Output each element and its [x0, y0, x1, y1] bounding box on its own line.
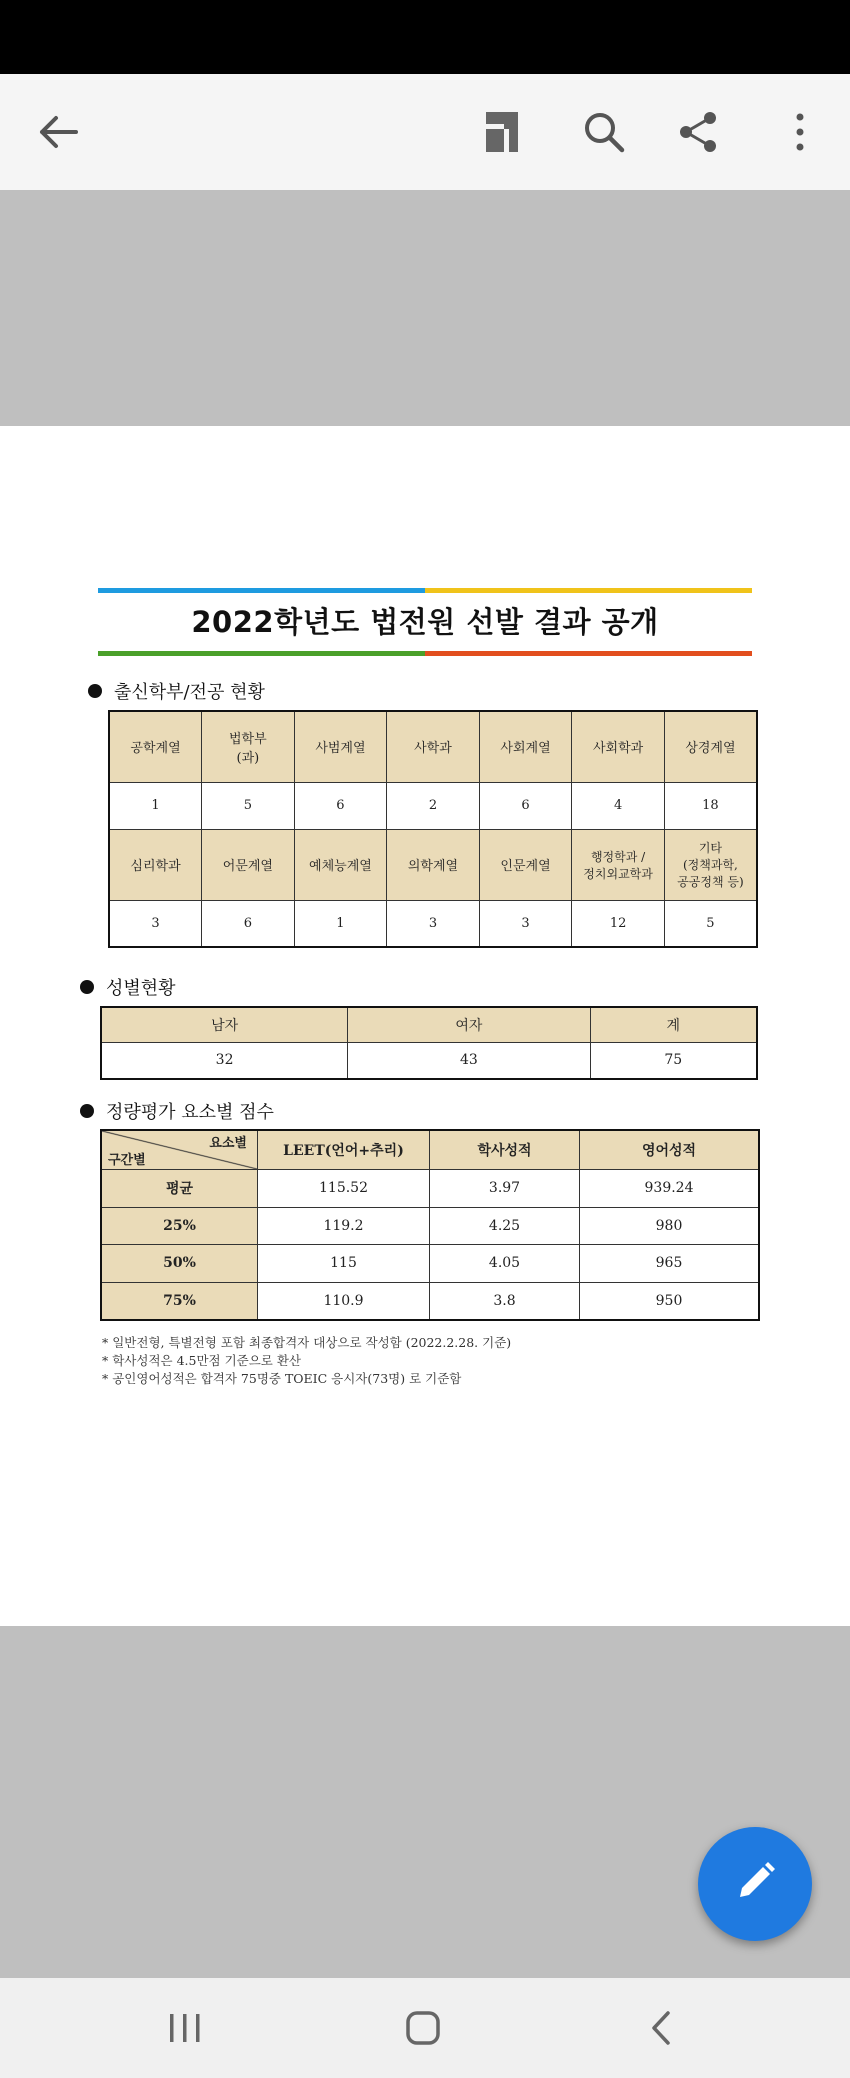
score-value: 950	[580, 1282, 760, 1320]
major-header-row-2	[109, 829, 757, 900]
search-icon[interactable]	[564, 92, 644, 172]
gender-header: 계	[590, 1007, 757, 1042]
major-header: 사범계열	[294, 711, 387, 782]
gender-header: 여자	[348, 1007, 590, 1042]
major-header: 인문계열	[479, 829, 572, 900]
major-header: 공학계열	[109, 711, 202, 782]
major-header: 의학계열	[387, 829, 480, 900]
bullet-icon	[80, 1104, 94, 1118]
back-icon[interactable]	[626, 2002, 696, 2054]
edit-pencil-icon	[732, 1859, 778, 1909]
score-value: 980	[580, 1207, 760, 1245]
section1-heading	[88, 678, 265, 704]
major-value: 18	[664, 782, 757, 829]
major-header: 법학부 (과)	[202, 711, 295, 782]
share-icon[interactable]	[658, 92, 738, 172]
major-header: 예체능계열	[294, 829, 387, 900]
major-header: 행정학과 / 정치외교학과	[572, 829, 665, 900]
score-corner-cell	[101, 1130, 258, 1170]
score-row	[101, 1207, 759, 1245]
score-row	[101, 1170, 759, 1208]
major-header: 사학과	[387, 711, 480, 782]
score-header: 영어성적	[580, 1130, 760, 1170]
score-table	[100, 1129, 760, 1321]
recent-apps-icon[interactable]	[150, 2002, 220, 2054]
system-nav-bar	[0, 1978, 850, 2078]
footnote: * 일반전형, 특별전형 포함 최종합격자 대상으로 작성함 (2022.2.28. 기준)	[102, 1335, 512, 1350]
corner-bottom-label: 구간별	[108, 1153, 146, 1168]
score-row	[101, 1245, 759, 1283]
score-value: 939.24	[580, 1170, 760, 1208]
gender-value: 75	[590, 1042, 757, 1079]
home-icon[interactable]	[388, 2002, 458, 2054]
document-page[interactable]	[0, 426, 850, 1626]
major-value-row-2	[109, 900, 757, 947]
gender-value-row	[101, 1042, 757, 1079]
major-value: 3	[387, 900, 480, 947]
major-value-row-1	[109, 782, 757, 829]
score-value: 3.8	[430, 1282, 580, 1320]
major-value: 1	[109, 782, 202, 829]
bullet-icon	[88, 684, 102, 698]
score-value: 965	[580, 1245, 760, 1283]
footnote: * 공인영어성적은 합격자 75명중 TOEIC 응시자(73명) 로 기준함	[102, 1371, 462, 1386]
bullet-icon	[80, 980, 94, 994]
major-header: 심리학과	[109, 829, 202, 900]
arrow-left-icon[interactable]	[18, 92, 98, 172]
major-value: 12	[572, 900, 665, 947]
major-header: 사회계열	[479, 711, 572, 782]
score-value: 110.9	[258, 1282, 430, 1320]
score-header: 학사성적	[430, 1130, 580, 1170]
major-header: 상경계열	[664, 711, 757, 782]
section3-heading	[80, 1098, 274, 1124]
major-header: 어문계열	[202, 829, 295, 900]
score-value: 115.52	[258, 1170, 430, 1208]
major-value: 6	[294, 782, 387, 829]
gender-table	[100, 1006, 758, 1080]
section2-heading	[80, 974, 176, 1000]
major-value: 6	[479, 782, 572, 829]
score-value: 4.05	[430, 1245, 580, 1283]
app-bar	[0, 74, 850, 190]
footnote: * 학사성적은 4.5만점 기준으로 환산	[102, 1353, 301, 1368]
section3-heading-text: 정량평가 요소별 점수	[106, 1102, 274, 1123]
score-row-label: 평균	[101, 1170, 258, 1208]
score-row	[101, 1282, 759, 1320]
gender-header: 남자	[101, 1007, 348, 1042]
major-value: 3	[109, 900, 202, 947]
major-header-row-1	[109, 711, 757, 782]
score-row-label: 75%	[101, 1282, 258, 1320]
section2-heading-text: 성별현황	[106, 978, 176, 999]
major-value: 1	[294, 900, 387, 947]
major-value: 3	[479, 900, 572, 947]
edit-fab-button[interactable]	[698, 1827, 812, 1941]
score-value: 3.97	[430, 1170, 580, 1208]
score-header-row	[101, 1130, 759, 1170]
footnotes	[102, 1334, 511, 1388]
major-table	[108, 710, 758, 948]
title-block	[98, 588, 752, 656]
major-value: 5	[202, 782, 295, 829]
score-value: 4.25	[430, 1207, 580, 1245]
score-value: 115	[258, 1245, 430, 1283]
score-value: 119.2	[258, 1207, 430, 1245]
reading-mode-icon[interactable]	[462, 92, 542, 172]
gender-header-row	[101, 1007, 757, 1042]
more-vert-icon[interactable]	[760, 92, 840, 172]
title-bar-bottom	[98, 651, 752, 656]
gender-value: 43	[348, 1042, 590, 1079]
corner-top-label: 요소별	[209, 1136, 247, 1151]
major-value: 2	[387, 782, 480, 829]
document-title: 2022학년도 법전원 선발 결과 공개	[191, 605, 659, 639]
major-value: 6	[202, 900, 295, 947]
score-row-label: 25%	[101, 1207, 258, 1245]
page-gap-top	[0, 190, 850, 426]
major-header: 사회학과	[572, 711, 665, 782]
major-value: 5	[664, 900, 757, 947]
major-value: 4	[572, 782, 665, 829]
major-header: 기타 (정책과학, 공공정책 등)	[664, 829, 757, 900]
section1-heading-text: 출신학부/전공 현황	[114, 682, 265, 703]
gender-value: 32	[101, 1042, 348, 1079]
title-bar-top	[98, 588, 752, 593]
score-header: LEET(언어+추리)	[258, 1130, 430, 1170]
score-row-label: 50%	[101, 1245, 258, 1283]
status-bar	[0, 0, 850, 74]
